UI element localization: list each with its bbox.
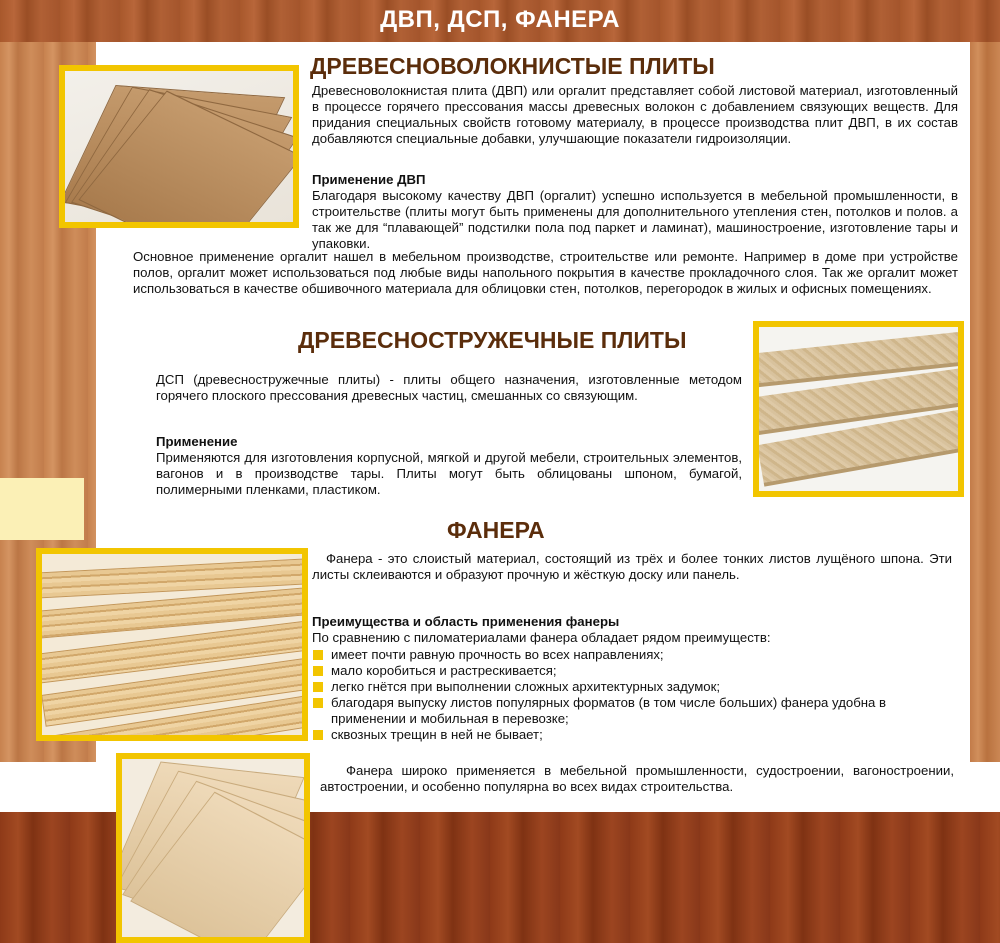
list-item: легко гнётся при выполнении сложных архитектурных задумок; <box>312 679 952 695</box>
dvp-main-use-text: Основное применение оргалит нашел в мебельном производстве, строительстве или ремонте. Например в доме при устройстве полов, оргалит может использоваться под любые виды напольного покрытия в качестве прокладочного слоя. Так же оргалит может использоваться в качестве обшивочного материала для облицовки стен, потолков, перегородок в жилых и офисных помещениях. <box>133 249 958 296</box>
fanera-advantages-heading: Преимущества и область применения фанеры <box>312 614 620 629</box>
square-bullet-icon <box>313 682 323 692</box>
dsp-section-title: ДРЕВЕСНОСТРУЖЕЧНЫЕ ПЛИТЫ <box>298 327 687 353</box>
fanera-section-title: ФАНЕРА <box>447 517 545 543</box>
list-item: благодаря выпуску листов популярных форматов (в том числе больших) фанера удобна в применении и мобильная в перевозке; <box>312 695 952 727</box>
dvp-intro-text: Древесноволокнистая плита (ДВП) или оргалит представляет собой листовой материал, изготовленный в процессе горячего прессования массы древесных волокон с добавлением связующих веществ. Для придания специальных свойств готовому материалу, в процессе производства плит ДВП, в их состав добавляются специальные добавки, улучшающие показатели гидроизоляции. <box>312 83 958 146</box>
dvp-photo <box>59 65 299 228</box>
dvp-apply-heading: Применение ДВП <box>312 172 426 187</box>
fanera-intro-text: Фанера - это слоистый материал, состоящий из трёх и более тонких листов лущёного шпона. Эти листы склеиваются и образуют прочную и жёсткую доску или панель. <box>312 551 952 582</box>
page-title: ДВП, ДСП, ФАНЕРА <box>380 6 620 33</box>
square-bullet-icon <box>313 730 323 740</box>
dsp-photo <box>753 321 964 497</box>
square-bullet-icon <box>313 698 323 708</box>
dvp-section-title: ДРЕВЕСНОВОЛОКНИСТЫЕ ПЛИТЫ <box>310 53 715 79</box>
square-bullet-icon <box>313 650 323 660</box>
dsp-apply-text: Применяются для изготовления корпусной, мягкой и другой мебели, строительных элементов, вагонов и в производстве тары. Плиты могут быть облицованы шпоном, бумагой, полимерными пленками, пластиком. <box>156 450 742 497</box>
fanera-outro-text: Фанера широко применяется в мебельной промышленности, судостроении, вагоностроении, автостроении, и особенно популярна во всех видах строительства. <box>320 763 954 794</box>
right-wood-strip <box>970 42 1000 762</box>
decorative-yellow-block <box>0 478 84 540</box>
dsp-intro-text: ДСП (древесностружечные плиты) - плиты общего назначения, изготовленные методом горячего плоского прессования древесных частиц, смешанных со связующим. <box>156 372 742 403</box>
list-item: сквозных трещин в ней не бывает; <box>312 727 952 743</box>
square-bullet-icon <box>313 666 323 676</box>
list-item: мало коробиться и растрескивается; <box>312 663 952 679</box>
fanera-advantages-list <box>312 647 952 743</box>
dsp-apply-heading: Применение <box>156 434 238 449</box>
fanera-stack-photo <box>36 548 308 741</box>
fanera-advantages-lead: По сравнению с пиломатериалами фанера обладает рядом преимуществ: <box>312 630 771 645</box>
list-item: имеет почти равную прочность во всех направлениях; <box>312 647 952 663</box>
dvp-apply-text: Благодаря высокому качеству ДВП (оргалит) успешно используется в мебельной промышленности, в строительстве (плиты могут быть применены для дополнительного утепления стен, потолков и полов. а так же для “плавающей” подстилки пола под паркет и ламинат), машиностроение, изготовление тары и упаковки. <box>312 188 958 251</box>
fanera-sheets-photo <box>116 753 310 943</box>
